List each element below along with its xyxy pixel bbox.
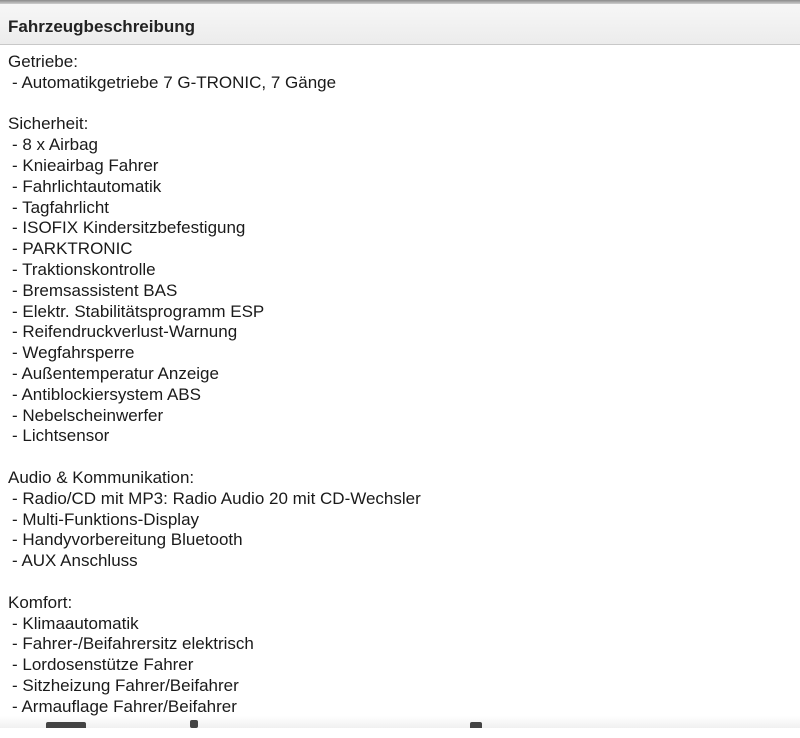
list-item: - Radio/CD mit MP3: Radio Audio 20 mit CD-Wechsler <box>12 488 421 508</box>
list-item: - Antiblockiersystem ABS <box>12 384 201 404</box>
section-title: Getriebe: <box>8 52 78 71</box>
back-icon[interactable] <box>46 722 86 728</box>
list-item: - Sitzheizung Fahrer/Beifahrer <box>12 675 239 695</box>
section-sicherheit <box>8 114 792 447</box>
list-item: - AUX Anschluss <box>12 551 138 571</box>
list-item: - Armauflage Fahrer/Beifahrer <box>12 696 237 716</box>
list-item: - Lordosenstütze Fahrer <box>12 655 194 675</box>
share-icon[interactable] <box>190 720 198 728</box>
list-item: - Multi-Funktions-Display <box>12 509 200 529</box>
list-item: - Knieairbag Fahrer <box>12 155 159 175</box>
list-item: - Tagfahrlicht <box>12 197 110 217</box>
section-title: Sicherheit: <box>8 114 89 134</box>
page-title: Fahrzeugbeschreibung <box>8 17 196 36</box>
list-item: - Fahrlichtautomatik <box>12 176 162 196</box>
list-item: - Automatikgetriebe 7 G-TRONIC, 7 Gänge <box>12 72 337 92</box>
list-item: - Außentemperatur Anzeige <box>12 363 219 383</box>
section-title: Audio & Kommunikation: <box>8 467 195 487</box>
section-title: Komfort: <box>8 592 73 612</box>
list-item: - Fahrer-/Beifahrersitz elektrisch <box>12 634 254 654</box>
list-item: - 8 x Airbag <box>12 135 98 155</box>
section-getriebe <box>8 52 792 94</box>
list-item: - PARKTRONIC <box>12 239 133 259</box>
list-item: - ISOFIX Kindersitzbefestigung <box>12 218 246 238</box>
list-item: - Lichtsensor <box>12 426 110 446</box>
list-item: - Elektr. Stabilitätsprogramm ESP <box>12 301 265 321</box>
vehicle-description-content <box>8 52 792 738</box>
list-item: - Bremsassistent BAS <box>12 280 178 300</box>
page-header <box>0 4 800 45</box>
list-item: - Traktionskontrolle <box>12 259 156 279</box>
list-item: - Handyvorbereitung Bluetooth <box>12 530 243 550</box>
bookmark-icon[interactable] <box>470 722 482 728</box>
list-item: - Wegfahrsperre <box>12 343 135 363</box>
bottom-toolbar <box>0 716 800 728</box>
list-item: - Klimaautomatik <box>12 613 139 633</box>
list-item: - Nebelscheinwerfer <box>12 405 164 425</box>
section-komfort <box>8 593 792 718</box>
section-audio-kommunikation <box>8 468 792 572</box>
list-item: - Reifendruckverlust-Warnung <box>12 322 238 342</box>
